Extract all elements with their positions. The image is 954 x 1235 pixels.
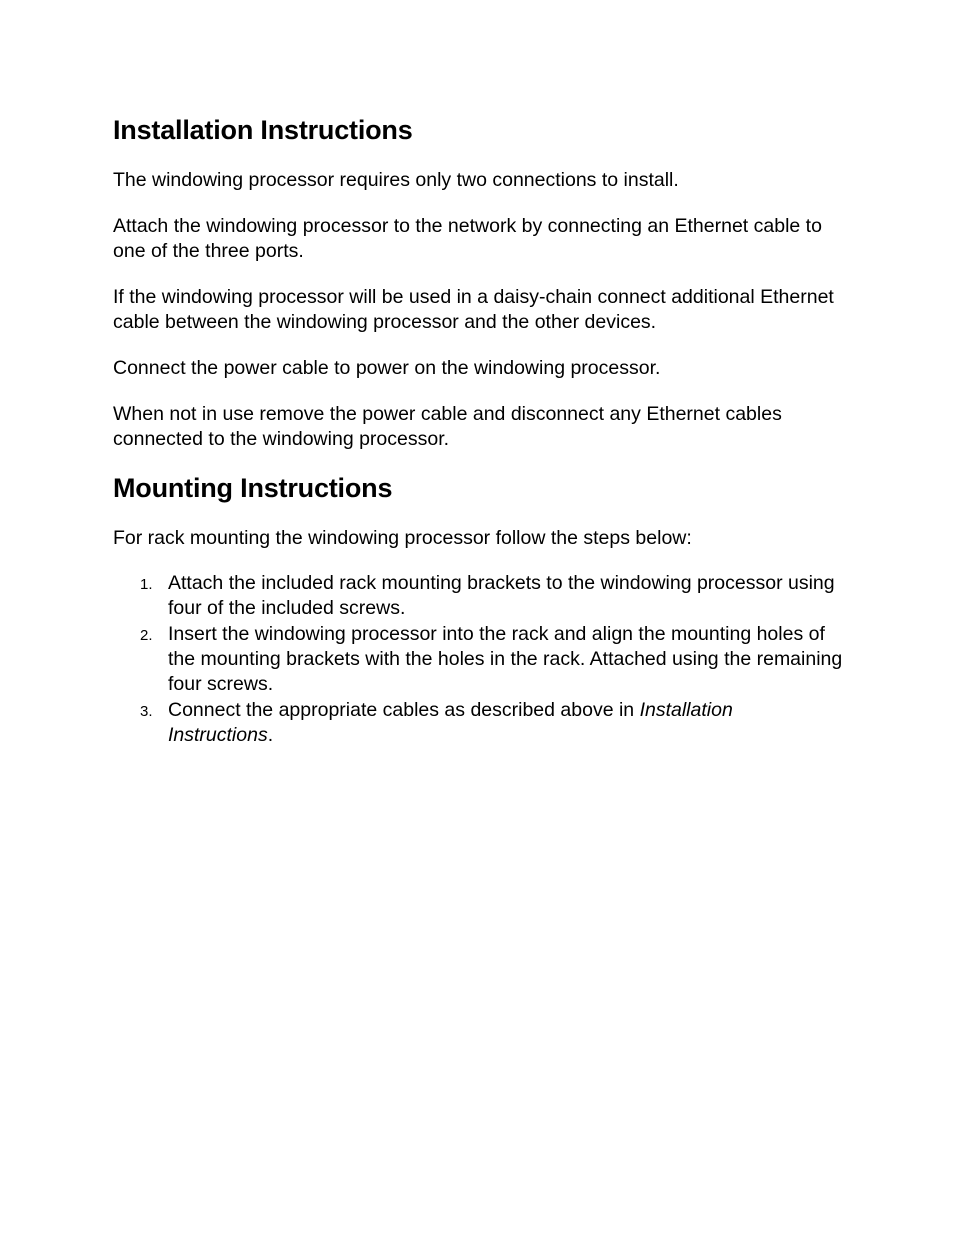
- mounting-steps-list: [113, 571, 843, 748]
- step-number: 1.: [140, 576, 153, 593]
- install-paragraph-1: The windowing processor requires only two connections to install.: [113, 169, 679, 191]
- install-paragraph-2: Attach the windowing processor to the network by connecting an Ethernet cable to one of the three ports.: [113, 215, 822, 262]
- list-item: [113, 622, 843, 697]
- step-suffix: .: [267, 724, 274, 746]
- list-item: [113, 698, 843, 748]
- step-text: Attach the included rack mounting brackets to the windowing processor using four of the included screws.: [168, 572, 835, 619]
- step-text: Connect the appropriate cables as described above in: [168, 699, 640, 721]
- mounting-intro: For rack mounting the windowing processor follow the steps below:: [113, 527, 692, 549]
- step-emphasis-reference: Installation Instructions: [168, 699, 733, 746]
- document-page: [113, 113, 843, 749]
- step-number: 3.: [140, 703, 153, 720]
- install-paragraph-4: Connect the power cable to power on the windowing processor.: [113, 357, 661, 379]
- step-text: Insert the windowing processor into the rack and align the mounting holes of the mounting brackets with the holes in the rack. Attached using the remaining four screws.: [168, 623, 843, 695]
- install-paragraph-5: When not in use remove the power cable and disconnect any Ethernet cables connected to the windowing processor.: [113, 403, 782, 450]
- step-number: 2.: [140, 627, 153, 644]
- install-paragraph-3: If the windowing processor will be used in a daisy-chain connect additional Ethernet cable between the windowing processor and the other devices.: [113, 286, 834, 333]
- installation-heading: Installation Instructions: [113, 115, 413, 145]
- mounting-heading: Mounting Instructions: [113, 473, 393, 503]
- list-item: [113, 571, 843, 621]
